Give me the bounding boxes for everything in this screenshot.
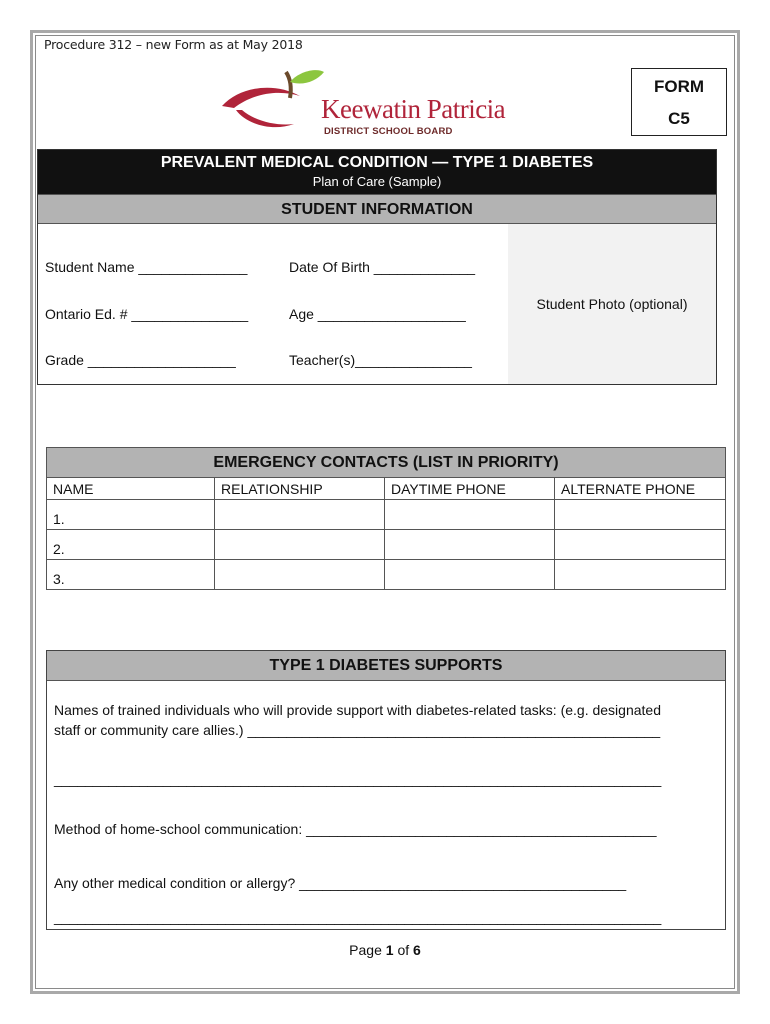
contact-daytime-phone-cell[interactable] bbox=[385, 530, 555, 560]
column-header-alternate-phone: ALTERNATE PHONE bbox=[555, 478, 726, 500]
form-title-bar bbox=[38, 150, 716, 194]
page-total: 6 bbox=[413, 942, 421, 958]
page-of: of bbox=[397, 942, 410, 958]
student-info-section bbox=[37, 149, 717, 385]
contact-name-cell[interactable]: 3. bbox=[47, 560, 215, 590]
trained-individuals-label: Names of trained individuals who will provide support with diabetes-related tasks: (e.g. designated bbox=[54, 702, 661, 718]
table-row bbox=[47, 560, 726, 590]
column-header-name: NAME bbox=[47, 478, 215, 500]
emergency-contacts-table bbox=[46, 447, 726, 590]
student-name-field[interactable]: Student Name ______________ bbox=[45, 259, 248, 275]
logo-wordmark: Keewatin Patricia bbox=[321, 94, 506, 124]
table-row bbox=[47, 500, 726, 530]
column-header-daytime-phone: DAYTIME PHONE bbox=[385, 478, 555, 500]
diabetes-supports-heading: TYPE 1 DIABETES SUPPORTS bbox=[47, 651, 725, 681]
contact-relationship-cell[interactable] bbox=[215, 560, 385, 590]
page-current: 1 bbox=[385, 942, 394, 958]
contact-alternate-phone-cell[interactable] bbox=[555, 500, 726, 530]
contact-name-cell[interactable]: 2. bbox=[47, 530, 215, 560]
page-label: Page bbox=[349, 942, 382, 958]
contact-daytime-phone-cell[interactable] bbox=[385, 500, 555, 530]
home-school-communication-field[interactable]: Method of home-school communication: _____________________________________________ bbox=[54, 821, 657, 837]
student-info-heading: STUDENT INFORMATION bbox=[38, 194, 716, 224]
grade-field[interactable]: Grade ___________________ bbox=[45, 352, 236, 368]
column-header-relationship: RELATIONSHIP bbox=[215, 478, 385, 500]
school-board-logo bbox=[220, 66, 520, 142]
procedure-note: Procedure 312 – new Form as at May 2018 bbox=[44, 37, 303, 52]
other-condition-extra-line[interactable]: ______________________________________________________________________________ bbox=[54, 909, 662, 925]
trained-individuals-field[interactable]: staff or community care allies.) _____________________________________________________ bbox=[54, 722, 661, 738]
date-of-birth-field[interactable]: Date Of Birth _____________ bbox=[289, 259, 476, 275]
page-number bbox=[0, 942, 770, 958]
teachers-field[interactable]: Teacher(s)_______________ bbox=[289, 352, 472, 368]
apple-logo-icon bbox=[220, 66, 330, 142]
logo-subtitle: DISTRICT SCHOOL BOARD bbox=[324, 126, 453, 137]
form-label: FORM bbox=[653, 77, 705, 96]
contact-alternate-phone-cell[interactable] bbox=[555, 530, 726, 560]
form-title: PREVALENT MEDICAL CONDITION — TYPE 1 DIABETES bbox=[160, 154, 594, 171]
form-subtitle: Plan of Care (Sample) bbox=[312, 174, 442, 189]
ontario-ed-field[interactable]: Ontario Ed. # _______________ bbox=[45, 306, 249, 322]
trained-individuals-extra-line[interactable]: ______________________________________________________________________________ bbox=[54, 771, 662, 787]
diabetes-supports-section bbox=[46, 650, 726, 930]
contact-name-cell[interactable]: 1. bbox=[47, 500, 215, 530]
age-field[interactable]: Age ___________________ bbox=[289, 306, 466, 322]
form-id-box bbox=[631, 68, 727, 136]
other-condition-field[interactable]: Any other medical condition or allergy? __________________________________________ bbox=[54, 875, 627, 891]
student-photo-cell[interactable]: Student Photo (optional) bbox=[508, 224, 716, 384]
contact-relationship-cell[interactable] bbox=[215, 530, 385, 560]
form-number: C5 bbox=[668, 109, 690, 128]
contact-daytime-phone-cell[interactable] bbox=[385, 560, 555, 590]
contact-alternate-phone-cell[interactable] bbox=[555, 560, 726, 590]
contact-relationship-cell[interactable] bbox=[215, 500, 385, 530]
emergency-contacts-heading: EMERGENCY CONTACTS (LIST IN PRIORITY) bbox=[47, 448, 726, 478]
table-row bbox=[47, 530, 726, 560]
